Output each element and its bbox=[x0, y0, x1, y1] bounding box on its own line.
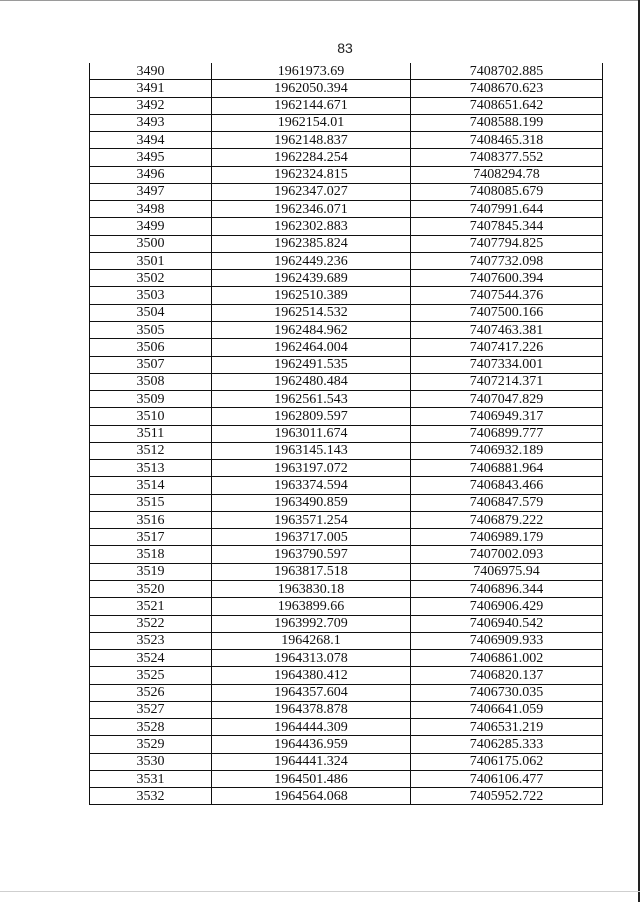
x-coordinate-cell: 1963992.709 bbox=[212, 615, 411, 632]
x-coordinate-cell: 1964378.878 bbox=[212, 701, 411, 718]
x-coordinate-cell: 1964357.604 bbox=[212, 684, 411, 701]
point-number-cell: 3524 bbox=[90, 650, 212, 667]
y-coordinate-cell: 7406847.579 bbox=[411, 494, 603, 511]
point-number-cell: 3528 bbox=[90, 719, 212, 736]
x-coordinate-cell: 1963490.859 bbox=[212, 494, 411, 511]
x-coordinate-cell: 1963011.674 bbox=[212, 425, 411, 442]
x-coordinate-cell: 1962385.824 bbox=[212, 235, 411, 252]
x-coordinate-cell: 1963830.18 bbox=[212, 580, 411, 597]
y-coordinate-cell: 7407334.001 bbox=[411, 356, 603, 373]
table-row bbox=[90, 114, 603, 131]
y-coordinate-cell: 7407845.344 bbox=[411, 218, 603, 235]
point-number-cell: 3531 bbox=[90, 770, 212, 787]
table-row bbox=[90, 494, 603, 511]
x-coordinate-cell: 1963145.143 bbox=[212, 442, 411, 459]
point-number-cell: 3492 bbox=[90, 97, 212, 114]
table-row bbox=[90, 391, 603, 408]
point-number-cell: 3504 bbox=[90, 304, 212, 321]
table-row bbox=[90, 373, 603, 390]
x-coordinate-cell: 1964436.959 bbox=[212, 736, 411, 753]
y-coordinate-cell: 7406861.002 bbox=[411, 650, 603, 667]
point-number-cell: 3491 bbox=[90, 80, 212, 97]
y-coordinate-cell: 7406896.344 bbox=[411, 580, 603, 597]
x-coordinate-cell: 1963790.597 bbox=[212, 546, 411, 563]
point-number-cell: 3503 bbox=[90, 287, 212, 304]
x-coordinate-cell: 1962050.394 bbox=[212, 80, 411, 97]
point-number-cell: 3497 bbox=[90, 183, 212, 200]
table-row bbox=[90, 684, 603, 701]
point-number-cell: 3500 bbox=[90, 235, 212, 252]
y-coordinate-cell: 7406106.477 bbox=[411, 770, 603, 787]
x-coordinate-cell: 1962510.389 bbox=[212, 287, 411, 304]
y-coordinate-cell: 7408294.78 bbox=[411, 166, 603, 183]
table-row bbox=[90, 149, 603, 166]
table-row bbox=[90, 650, 603, 667]
y-coordinate-cell: 7405952.722 bbox=[411, 788, 603, 805]
table-row bbox=[90, 201, 603, 218]
point-number-cell: 3507 bbox=[90, 356, 212, 373]
point-number-cell: 3498 bbox=[90, 201, 212, 218]
y-coordinate-cell: 7406909.933 bbox=[411, 632, 603, 649]
y-coordinate-cell: 7408377.552 bbox=[411, 149, 603, 166]
point-number-cell: 3529 bbox=[90, 736, 212, 753]
point-number-cell: 3514 bbox=[90, 477, 212, 494]
x-coordinate-cell: 1964441.324 bbox=[212, 753, 411, 770]
x-coordinate-cell: 1962484.962 bbox=[212, 321, 411, 338]
coordinates-table bbox=[89, 63, 603, 805]
table-row bbox=[90, 529, 603, 546]
y-coordinate-cell: 7408085.679 bbox=[411, 183, 603, 200]
x-coordinate-cell: 1963817.518 bbox=[212, 563, 411, 580]
y-coordinate-cell: 7407463.381 bbox=[411, 321, 603, 338]
table-row bbox=[90, 788, 603, 805]
point-number-cell: 3518 bbox=[90, 546, 212, 563]
x-coordinate-cell: 1963717.005 bbox=[212, 529, 411, 546]
y-coordinate-cell: 7407732.098 bbox=[411, 252, 603, 269]
y-coordinate-cell: 7406285.333 bbox=[411, 736, 603, 753]
x-coordinate-cell: 1962561.543 bbox=[212, 391, 411, 408]
point-number-cell: 3522 bbox=[90, 615, 212, 632]
x-coordinate-cell: 1962449.236 bbox=[212, 252, 411, 269]
point-number-cell: 3532 bbox=[90, 788, 212, 805]
table-row bbox=[90, 408, 603, 425]
point-number-cell: 3502 bbox=[90, 270, 212, 287]
point-number-cell: 3510 bbox=[90, 408, 212, 425]
table-row bbox=[90, 632, 603, 649]
table-row bbox=[90, 339, 603, 356]
y-coordinate-cell: 7408702.885 bbox=[411, 63, 603, 80]
x-coordinate-cell: 1962154.01 bbox=[212, 114, 411, 131]
point-number-cell: 3515 bbox=[90, 494, 212, 511]
y-coordinate-cell: 7406641.059 bbox=[411, 701, 603, 718]
table-row bbox=[90, 425, 603, 442]
point-number-cell: 3519 bbox=[90, 563, 212, 580]
table-row bbox=[90, 97, 603, 114]
y-coordinate-cell: 7406975.94 bbox=[411, 563, 603, 580]
point-number-cell: 3495 bbox=[90, 149, 212, 166]
x-coordinate-cell: 1963197.072 bbox=[212, 460, 411, 477]
table-row bbox=[90, 252, 603, 269]
table-row bbox=[90, 770, 603, 787]
point-number-cell: 3499 bbox=[90, 218, 212, 235]
y-coordinate-cell: 7407214.371 bbox=[411, 373, 603, 390]
point-number-cell: 3523 bbox=[90, 632, 212, 649]
point-number-cell: 3501 bbox=[90, 252, 212, 269]
table-row bbox=[90, 63, 603, 80]
y-coordinate-cell: 7406881.964 bbox=[411, 460, 603, 477]
x-coordinate-cell: 1962144.671 bbox=[212, 97, 411, 114]
y-coordinate-cell: 7407047.829 bbox=[411, 391, 603, 408]
table-row bbox=[90, 132, 603, 149]
y-coordinate-cell: 7407002.093 bbox=[411, 546, 603, 563]
point-number-cell: 3511 bbox=[90, 425, 212, 442]
point-number-cell: 3517 bbox=[90, 529, 212, 546]
table-row bbox=[90, 719, 603, 736]
table-row bbox=[90, 321, 603, 338]
table-row bbox=[90, 753, 603, 770]
x-coordinate-cell: 1962347.027 bbox=[212, 183, 411, 200]
table-row bbox=[90, 511, 603, 528]
point-number-cell: 3493 bbox=[90, 114, 212, 131]
y-coordinate-cell: 7406879.222 bbox=[411, 511, 603, 528]
y-coordinate-cell: 7406906.429 bbox=[411, 598, 603, 615]
table-row bbox=[90, 287, 603, 304]
x-coordinate-cell: 1963571.254 bbox=[212, 511, 411, 528]
table-row bbox=[90, 580, 603, 597]
y-coordinate-cell: 7406820.137 bbox=[411, 667, 603, 684]
x-coordinate-cell: 1964564.068 bbox=[212, 788, 411, 805]
y-coordinate-cell: 7407544.376 bbox=[411, 287, 603, 304]
page-number: 83 bbox=[337, 40, 353, 56]
table-row bbox=[90, 218, 603, 235]
table-row bbox=[90, 183, 603, 200]
y-coordinate-cell: 7407600.394 bbox=[411, 270, 603, 287]
x-coordinate-cell: 1964268.1 bbox=[212, 632, 411, 649]
table-row bbox=[90, 460, 603, 477]
table-row bbox=[90, 80, 603, 97]
x-coordinate-cell: 1962809.597 bbox=[212, 408, 411, 425]
x-coordinate-cell: 1962480.484 bbox=[212, 373, 411, 390]
point-number-cell: 3505 bbox=[90, 321, 212, 338]
y-coordinate-cell: 7406899.777 bbox=[411, 425, 603, 442]
x-coordinate-cell: 1963374.594 bbox=[212, 477, 411, 494]
table-row bbox=[90, 701, 603, 718]
table-row bbox=[90, 598, 603, 615]
point-number-cell: 3494 bbox=[90, 132, 212, 149]
y-coordinate-cell: 7406989.179 bbox=[411, 529, 603, 546]
x-coordinate-cell: 1964313.078 bbox=[212, 650, 411, 667]
y-coordinate-cell: 7407417.226 bbox=[411, 339, 603, 356]
point-number-cell: 3490 bbox=[90, 63, 212, 80]
y-coordinate-cell: 7406949.317 bbox=[411, 408, 603, 425]
table-row bbox=[90, 615, 603, 632]
point-number-cell: 3530 bbox=[90, 753, 212, 770]
x-coordinate-cell: 1962324.815 bbox=[212, 166, 411, 183]
x-coordinate-cell: 1961973.69 bbox=[212, 63, 411, 80]
y-coordinate-cell: 7408651.642 bbox=[411, 97, 603, 114]
x-coordinate-cell: 1963899.66 bbox=[212, 598, 411, 615]
y-coordinate-cell: 7406940.542 bbox=[411, 615, 603, 632]
x-coordinate-cell: 1962302.883 bbox=[212, 218, 411, 235]
point-number-cell: 3526 bbox=[90, 684, 212, 701]
point-number-cell: 3509 bbox=[90, 391, 212, 408]
table-row bbox=[90, 270, 603, 287]
x-coordinate-cell: 1962491.535 bbox=[212, 356, 411, 373]
x-coordinate-cell: 1964380.412 bbox=[212, 667, 411, 684]
point-number-cell: 3525 bbox=[90, 667, 212, 684]
y-coordinate-cell: 7407991.644 bbox=[411, 201, 603, 218]
y-coordinate-cell: 7406175.062 bbox=[411, 753, 603, 770]
y-coordinate-cell: 7406531.219 bbox=[411, 719, 603, 736]
point-number-cell: 3506 bbox=[90, 339, 212, 356]
point-number-cell: 3516 bbox=[90, 511, 212, 528]
table-row bbox=[90, 235, 603, 252]
y-coordinate-cell: 7407500.166 bbox=[411, 304, 603, 321]
x-coordinate-cell: 1962148.837 bbox=[212, 132, 411, 149]
table-row bbox=[90, 477, 603, 494]
point-number-cell: 3512 bbox=[90, 442, 212, 459]
point-number-cell: 3527 bbox=[90, 701, 212, 718]
table-row bbox=[90, 356, 603, 373]
y-coordinate-cell: 7406843.466 bbox=[411, 477, 603, 494]
x-coordinate-cell: 1962346.071 bbox=[212, 201, 411, 218]
point-number-cell: 3496 bbox=[90, 166, 212, 183]
scan-artifact-line bbox=[0, 891, 640, 892]
y-coordinate-cell: 7408588.199 bbox=[411, 114, 603, 131]
x-coordinate-cell: 1964444.309 bbox=[212, 719, 411, 736]
point-number-cell: 3513 bbox=[90, 460, 212, 477]
x-coordinate-cell: 1962514.532 bbox=[212, 304, 411, 321]
table-row bbox=[90, 166, 603, 183]
page-top-edge bbox=[0, 0, 640, 1]
point-number-cell: 3520 bbox=[90, 580, 212, 597]
table-row bbox=[90, 304, 603, 321]
y-coordinate-cell: 7408670.623 bbox=[411, 80, 603, 97]
x-coordinate-cell: 1962464.004 bbox=[212, 339, 411, 356]
table-row bbox=[90, 563, 603, 580]
y-coordinate-cell: 7406730.035 bbox=[411, 684, 603, 701]
y-coordinate-cell: 7406932.189 bbox=[411, 442, 603, 459]
y-coordinate-cell: 7407794.825 bbox=[411, 235, 603, 252]
table-row bbox=[90, 736, 603, 753]
x-coordinate-cell: 1962439.689 bbox=[212, 270, 411, 287]
x-coordinate-cell: 1962284.254 bbox=[212, 149, 411, 166]
y-coordinate-cell: 7408465.318 bbox=[411, 132, 603, 149]
x-coordinate-cell: 1964501.486 bbox=[212, 770, 411, 787]
table-row bbox=[90, 442, 603, 459]
table-row bbox=[90, 546, 603, 563]
table-row bbox=[90, 667, 603, 684]
point-number-cell: 3521 bbox=[90, 598, 212, 615]
coordinates-table-body bbox=[90, 63, 603, 805]
point-number-cell: 3508 bbox=[90, 373, 212, 390]
